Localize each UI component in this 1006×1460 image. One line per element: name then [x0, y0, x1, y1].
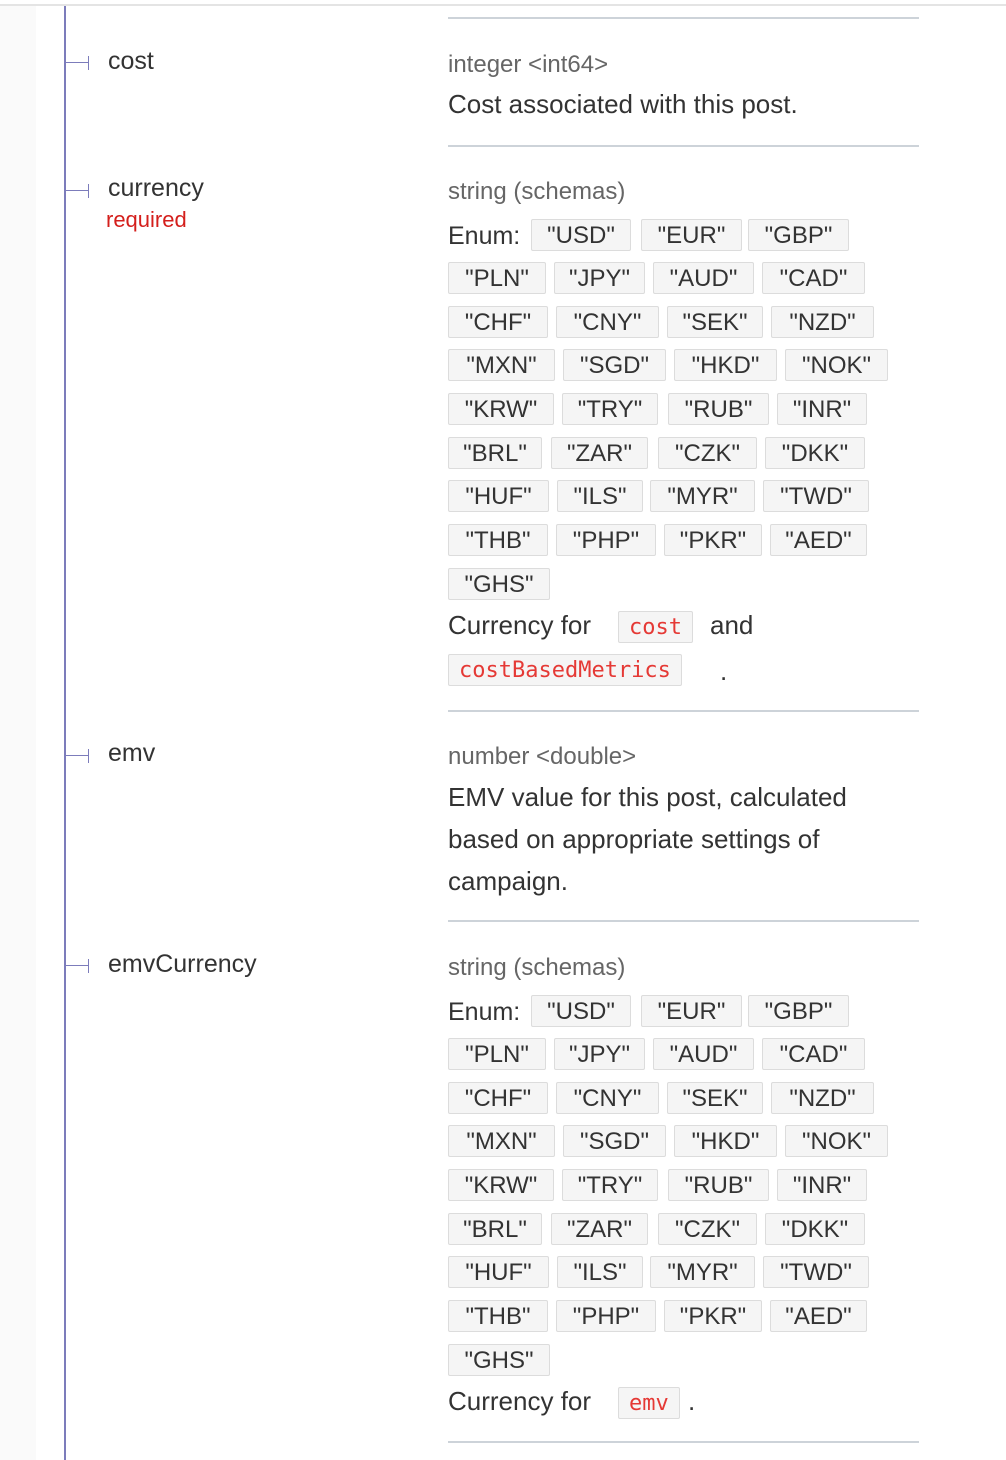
- enum-value-chip: "NOK": [785, 349, 888, 381]
- enum-value-chip: "INR": [777, 393, 867, 425]
- enum-value-chip: "GBP": [748, 219, 849, 251]
- enum-value-chip: "BRL": [448, 437, 542, 469]
- enum-value-chip: "PHP": [556, 1300, 656, 1332]
- enum-value-chip: "GBP": [748, 995, 849, 1027]
- enum-value-chip: "DKK": [765, 437, 865, 469]
- enum-value-chip: "MYR": [650, 1256, 755, 1288]
- tree-branch-icon: [66, 749, 90, 763]
- enum-value-chip: "RUB": [668, 1169, 769, 1201]
- enum-value-chip: "CHF": [448, 1082, 548, 1114]
- enum-value-chip: "CZK": [658, 437, 757, 469]
- enum-value-chip: "HKD": [674, 349, 777, 381]
- enum-value-chip: "HUF": [448, 480, 549, 512]
- required-badge: required: [106, 207, 187, 232]
- property-type-cost: integer <int64>: [448, 51, 609, 78]
- enum-value-chip: "THB": [448, 1300, 548, 1332]
- enum-value-chip: "AED": [770, 1300, 867, 1332]
- enum-value-chip: "HUF": [448, 1256, 549, 1288]
- enum-value-chip: "SEK": [667, 306, 763, 338]
- enum-value-chip: "JPY": [554, 1038, 645, 1070]
- enum-value-chip: "PKR": [664, 524, 762, 556]
- enum-value-chip: "JPY": [554, 262, 645, 294]
- enum-value-chip: "THB": [448, 524, 548, 556]
- enum-value-chip: "RUB": [668, 393, 769, 425]
- enum-value-chip: "PHP": [556, 524, 656, 556]
- enum-value-chip: "AUD": [653, 262, 754, 294]
- tree-branch-icon: [66, 184, 90, 198]
- enum-value-chip: "ILS": [557, 480, 643, 512]
- enum-value-chip: "CAD": [762, 262, 865, 294]
- enum-value-chip: "SEK": [667, 1082, 763, 1114]
- property-description-cost: Cost associated with this post.: [448, 89, 798, 119]
- code-emv: emv: [618, 1387, 680, 1419]
- enum-value-chip: "KRW": [448, 1169, 554, 1201]
- enum-label: Enum:: [448, 222, 521, 250]
- desc-suffix: .: [688, 1386, 696, 1416]
- enum-value-chip: "NZD": [771, 1082, 874, 1114]
- code-costBasedMetrics: costBasedMetrics: [448, 654, 682, 686]
- enum-value-chip: "TRY": [562, 1169, 658, 1201]
- enum-value-chip: "CAD": [762, 1038, 865, 1070]
- property-description-emv: EMV value for this post, calculated based on appropriate settings of campaign.: [448, 782, 847, 896]
- enum-value-chip: "CZK": [658, 1213, 757, 1245]
- enum-value-chip: "TWD": [763, 480, 869, 512]
- enum-value-chip: "ZAR": [551, 437, 648, 469]
- property-name-emvCurrency: emvCurrency: [108, 950, 257, 978]
- enum-value-chip: "ILS": [557, 1256, 643, 1288]
- property-name-cost: cost: [108, 47, 154, 75]
- enum-value-chip: "MYR": [650, 480, 755, 512]
- desc-prefix: Currency for: [448, 610, 592, 640]
- divider: [448, 17, 919, 19]
- enum-value-chip: "GHS": [448, 568, 550, 600]
- enum-value-chip: "USD": [531, 219, 631, 251]
- enum-value-chip: "CNY": [556, 306, 659, 338]
- tree-branch-icon: [66, 959, 90, 973]
- enum-value-chip: "CHF": [448, 306, 548, 338]
- desc-mid: and: [710, 610, 754, 640]
- desc-prefix: Currency for: [448, 1386, 592, 1416]
- property-name-currency: currency: [108, 174, 204, 202]
- enum-value-chip: "EUR": [641, 219, 742, 251]
- enum-value-chip: "NOK": [785, 1125, 888, 1157]
- schema-tree-line: [64, 6, 66, 1460]
- property-name-emv: emv: [108, 739, 156, 767]
- property-type-emv: number <double>: [448, 743, 637, 770]
- enum-value-chip: "ZAR": [551, 1213, 648, 1245]
- enum-value-chip: "AUD": [653, 1038, 754, 1070]
- divider: [448, 1441, 919, 1443]
- tree-branch-icon: [66, 56, 90, 70]
- divider: [448, 920, 919, 922]
- enum-value-chip: "MXN": [448, 349, 555, 381]
- property-type-currency: string (schemas): [448, 178, 626, 205]
- enum-value-chip: "SGD": [563, 349, 666, 381]
- enum-value-chip: "DKK": [765, 1213, 865, 1245]
- enum-value-chip: "INR": [777, 1169, 867, 1201]
- desc-suffix: .: [720, 656, 728, 686]
- enum-value-chip: "PLN": [448, 262, 546, 294]
- enum-value-chip: "PLN": [448, 1038, 546, 1070]
- divider: [448, 710, 919, 712]
- property-type-emvCurrency: string (schemas): [448, 954, 626, 981]
- enum-value-chip: "GHS": [448, 1344, 550, 1376]
- enum-value-chip: "AED": [770, 524, 867, 556]
- enum-value-chip: "BRL": [448, 1213, 542, 1245]
- enum-value-chip: "HKD": [674, 1125, 777, 1157]
- enum-value-chip: "MXN": [448, 1125, 555, 1157]
- enum-value-chip: "TWD": [763, 1256, 869, 1288]
- enum-value-chip: "PKR": [664, 1300, 762, 1332]
- code-cost: cost: [618, 611, 693, 643]
- enum-value-chip: "EUR": [641, 995, 742, 1027]
- enum-value-chip: "KRW": [448, 393, 554, 425]
- enum-value-chip: "CNY": [556, 1082, 659, 1114]
- enum-value-chip: "NZD": [771, 306, 874, 338]
- left-gutter: [0, 6, 36, 1460]
- divider: [448, 145, 919, 147]
- enum-value-chip: "TRY": [562, 393, 658, 425]
- enum-value-chip: "SGD": [563, 1125, 666, 1157]
- enum-label: Enum:: [448, 998, 521, 1026]
- enum-value-chip: "USD": [531, 995, 631, 1027]
